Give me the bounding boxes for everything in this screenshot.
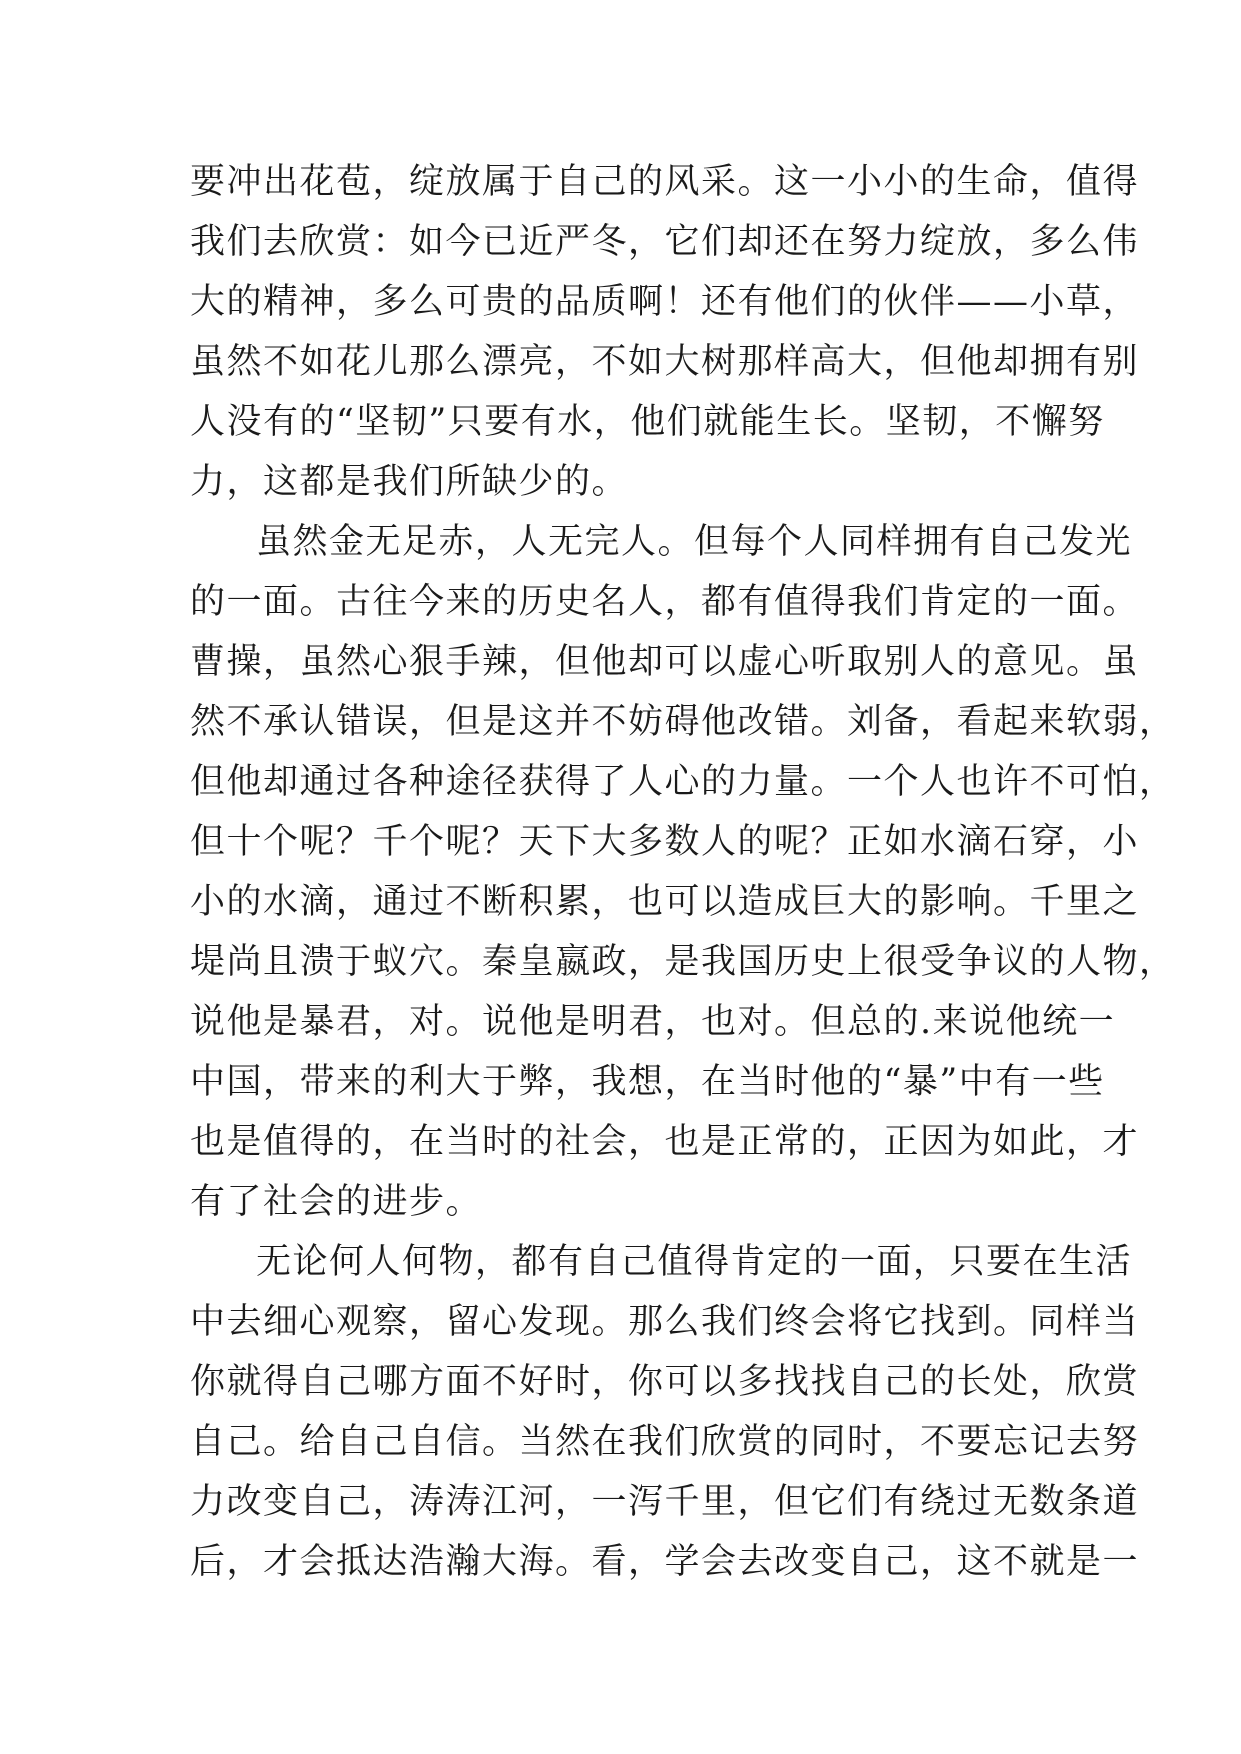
text-line: 虽然不如花儿那么漂亮，不如大树那样高大，但他却拥有别 — [190, 342, 1140, 382]
text-line: 力改变自己，涛涛江河，一泻千里，但它们有绕过无数条道 — [190, 1482, 1140, 1522]
text-line: 自己。给自己自信。当然在我们欣赏的同时，不要忘记去努 — [190, 1422, 1140, 1462]
paragraph — [190, 152, 1140, 512]
text-line: 小的水滴，通过不断积累，也可以造成巨大的影响。千里之 — [190, 882, 1140, 922]
text-line: 后，才会抵达浩瀚大海。看，学会去改变自己，这不就是一 — [190, 1542, 1140, 1582]
text-line: 你就得自己哪方面不好时，你可以多找找自己的长处，欣赏 — [190, 1362, 1140, 1402]
paragraph — [190, 1232, 1140, 1592]
text-line: 要冲出花苞，绽放属于自己的风采。这一小小的生命，值得 — [190, 162, 1140, 202]
text-line: 大的精神，多么可贵的品质啊！还有他们的伙伴——小草， — [190, 282, 1140, 322]
paragraph — [190, 512, 1176, 1232]
text-line: 然不承认错误，但是这并不妨碍他改错。刘备，看起来软弱， — [190, 702, 1176, 742]
text-line: 人没有的“坚韧”只要有水，他们就能生长。坚韧，不懈努 — [190, 402, 1105, 442]
text-line: 力，这都是我们所缺少的。 — [190, 462, 629, 502]
text-line: 中国，带来的利大于弊，我想，在当时他的“暴”中有一些 — [190, 1062, 1105, 1102]
text-line: 也是值得的，在当时的社会，也是正常的，正因为如此，才 — [190, 1122, 1140, 1162]
text-line: 中去细心观察，留心发现。那么我们终会将它找到。同样当 — [190, 1302, 1140, 1342]
text-line: 虽然金无足赤，人无完人。但每个人同样拥有自己发光 — [256, 522, 1133, 562]
document-body — [190, 152, 1176, 1592]
text-line: 但他却通过各种途径获得了人心的力量。一个人也许不可怕， — [190, 762, 1176, 802]
text-line: 无论何人何物，都有自己值得肯定的一面，只要在生活 — [256, 1242, 1133, 1282]
text-line: 的一面。古往今来的历史名人，都有值得我们肯定的一面。 — [190, 582, 1140, 622]
text-line: 说他是暴君，对。说他是明君，也对。但总的.来说他统一 — [190, 1002, 1116, 1042]
text-line: 曹操，虽然心狠手辣，但他却可以虚心听取别人的意见。虽 — [190, 642, 1140, 682]
text-line: 堤尚且溃于蚁穴。秦皇嬴政，是我国历史上很受争议的人物， — [190, 942, 1176, 982]
text-line: 有了社会的进步。 — [190, 1182, 483, 1222]
text-line: 但十个呢？千个呢？天下大多数人的呢？正如水滴石穿，小 — [190, 822, 1140, 862]
text-line: 我们去欣赏：如今已近严冬，它们却还在努力绽放，多么伟 — [190, 222, 1140, 262]
